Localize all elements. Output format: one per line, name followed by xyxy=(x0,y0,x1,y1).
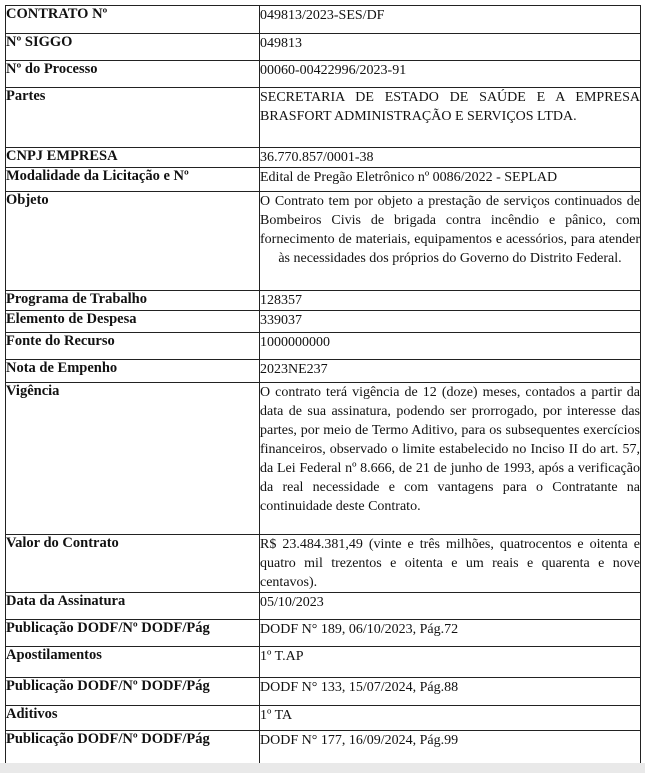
table-row xyxy=(6,535,641,593)
row-label: Vigência xyxy=(6,383,260,535)
table-row xyxy=(6,360,641,383)
row-label: Elemento de Despesa xyxy=(6,311,260,333)
row-value: R$ 23.484.381,49 (vinte e três milhões, quatrocentos e oitenta e quatro mil trezentos e oitenta e um reais e quarenta e nove centavos). xyxy=(260,535,641,593)
row-label: Partes xyxy=(6,88,260,148)
table-row xyxy=(6,34,641,61)
table-row xyxy=(6,6,641,34)
row-value: 339037 xyxy=(260,311,641,333)
row-label: Aditivos xyxy=(6,706,260,731)
table-row xyxy=(6,333,641,360)
table-row xyxy=(6,148,641,168)
row-label: Objeto xyxy=(6,192,260,291)
row-label: Nº SIGGO xyxy=(6,34,260,61)
contract-sheet xyxy=(5,5,641,764)
row-value: 128357 xyxy=(260,291,641,311)
contract-summary-table xyxy=(5,5,641,764)
table-row xyxy=(6,291,641,311)
row-value: 049813 xyxy=(260,34,641,61)
row-label: Publicação DODF/Nº DODF/Pág xyxy=(6,678,260,706)
table-row xyxy=(6,593,641,620)
row-value: DODF N° 133, 15/07/2024, Pág.88 xyxy=(260,678,641,706)
table-row xyxy=(6,311,641,333)
row-value: 049813/2023-SES/DF xyxy=(260,6,641,34)
row-label: Valor do Contrato xyxy=(6,535,260,593)
row-label: Fonte do Recurso xyxy=(6,333,260,360)
row-label: Publicação DODF/Nº DODF/Pág xyxy=(6,731,260,764)
row-label: CNPJ EMPRESA xyxy=(6,148,260,168)
table-row xyxy=(6,647,641,678)
table-row xyxy=(6,168,641,192)
table-row xyxy=(6,706,641,731)
row-value: 2023NE237 xyxy=(260,360,641,383)
row-label: Nº do Processo xyxy=(6,61,260,88)
table-row xyxy=(6,731,641,764)
row-label: Programa de Trabalho xyxy=(6,291,260,311)
row-label: Nota de Empenho xyxy=(6,360,260,383)
row-label: Apostilamentos xyxy=(6,647,260,678)
table-row xyxy=(6,620,641,647)
row-value: O Contrato tem por objeto a prestação de serviços continuados de Bombeiros Civis de brigada contra incêndio e pânico, com fornecimento de materiais, equipamentos e acessórios, para atender às necessidades dos próprios do Governo do Distrito Federal. xyxy=(260,192,641,291)
row-label: CONTRATO Nº xyxy=(6,6,260,34)
row-value: 00060-00422996/2023-91 xyxy=(260,61,641,88)
row-label: Modalidade da Licitação e Nº xyxy=(6,168,260,192)
table-row xyxy=(6,192,641,291)
row-value: DODF N° 189, 06/10/2023, Pág.72 xyxy=(260,620,641,647)
row-label: Publicação DODF/Nº DODF/Pág xyxy=(6,620,260,647)
row-value: 1º T.AP xyxy=(260,647,641,678)
bottom-scroll-edge xyxy=(0,763,645,773)
row-value: 1000000000 xyxy=(260,333,641,360)
row-value: DODF N° 177, 16/09/2024, Pág.99 xyxy=(260,731,641,764)
row-value: 1º TA xyxy=(260,706,641,731)
row-value: 05/10/2023 xyxy=(260,593,641,620)
row-label: Data da Assinatura xyxy=(6,593,260,620)
row-value: 36.770.857/0001-38 xyxy=(260,148,641,168)
table-row xyxy=(6,678,641,706)
row-value: O contrato terá vigência de 12 (doze) meses, contados a partir da data de sua assinatura, podendo ser prorrogado, por interesse das partes, por meio de Termo Aditivo, para os subsequentes exercícios financeiros, observado o limite estabelecido no Inciso II do art. 57, da Lei Federal nº 8.666, de 21 de junho de 1993, após a verificação da real necessidade e com vantagens para o Contratante na continuidade deste Contrato. xyxy=(260,383,641,535)
table-row xyxy=(6,61,641,88)
row-value: Edital de Pregão Eletrônico nº 0086/2022 - SEPLAD xyxy=(260,168,641,192)
table-row xyxy=(6,383,641,535)
row-value: SECRETARIA DE ESTADO DE SAÚDE E A EMPRESA BRASFORT ADMINISTRAÇÃO E SERVIÇOS LTDA. xyxy=(260,88,641,148)
table-row xyxy=(6,88,641,148)
